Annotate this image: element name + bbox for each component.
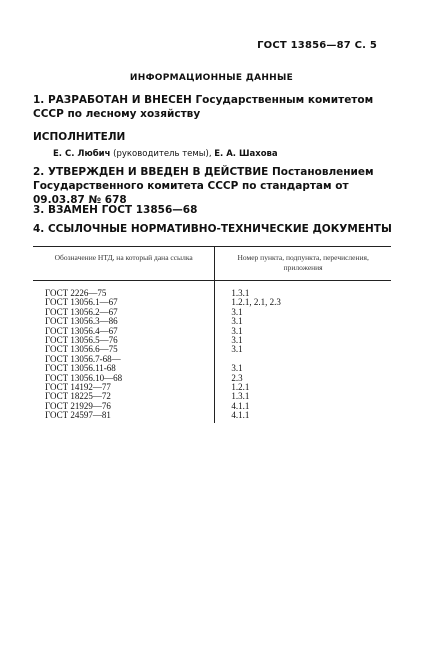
col-header-document: Обозначение НТД, на который дана ссылка <box>33 247 215 281</box>
table-body <box>33 281 391 423</box>
cell-point: 1.2.1 <box>231 382 250 393</box>
reference-table <box>33 246 391 423</box>
cell-document: ГОСТ 13056.11-68 <box>33 364 215 373</box>
performers-heading: ИСПОЛНИТЕЛИ <box>33 131 126 143</box>
cell-point: 4.1.1 <box>231 410 250 421</box>
cell-point: 4.1.1 <box>231 400 250 411</box>
section-4: 4. ССЫЛОЧНЫЕ НОРМАТИВНО-ТЕХНИЧЕСКИЕ ДОКУМЕНТЫ <box>33 223 392 235</box>
cell-point: 3.1 <box>231 316 243 327</box>
section-1-text: Государственным комитетом СССР по лесному хозяйству <box>33 94 374 120</box>
cell-point: 1.2.1, 2.1, 2.3 <box>231 297 281 308</box>
performer-name-2: Е. А. Шахова <box>214 149 278 159</box>
section-2 <box>33 165 403 207</box>
cell-point: 3.1 <box>231 325 243 336</box>
cell-document: ГОСТ 13056.1—67 <box>33 298 215 307</box>
table-row <box>33 281 391 299</box>
section-2-text: Постановлением Государственного комитета СССР по стандартам от 09.03.87 № 678 <box>33 166 374 206</box>
cell-point: 2.3 <box>231 372 243 383</box>
section-3: 3. ВЗАМЕН ГОСТ 13856—68 <box>33 204 198 216</box>
page-header: ГОСТ 13856—87 С. 5 <box>257 40 377 51</box>
cell-document: ГОСТ 18225—72 <box>33 392 215 401</box>
cell-point: 3.1 <box>231 306 243 317</box>
section-1 <box>33 93 403 121</box>
info-title: ИНФОРМАЦИОННЫЕ ДАННЫЕ <box>129 73 294 83</box>
section-2-heading: 2. УТВЕРЖДЕН И ВВЕДЕН В ДЕЙСТВИЕ <box>33 166 269 178</box>
cell-document: ГОСТ 13056.3—86 <box>33 317 215 326</box>
cell-point: 1.3.1 <box>231 288 250 298</box>
cell-document: ГОСТ 13056.2—67 <box>33 308 215 317</box>
cell-point: 1.3.1 <box>231 391 250 402</box>
cell-point: 3.1 <box>231 335 243 346</box>
cell-document: ГОСТ 21929—76 <box>33 402 215 411</box>
cell-document: ГОСТ 2226—75 <box>33 281 215 299</box>
cell-document: ГОСТ 24597—81 <box>33 411 215 422</box>
col-header-point: Номер пункта, подпункта, перечисления, приложения <box>215 247 391 281</box>
performers-list <box>53 148 393 160</box>
cell-document: ГОСТ 13056.5—76 <box>33 336 215 345</box>
cell-point: 3.1 <box>231 344 243 355</box>
performer-role-1: (руководитель темы), <box>110 149 215 159</box>
cell-document: ГОСТ 14192—77 <box>33 383 215 392</box>
cell-document: ГОСТ 13056.7-68— <box>33 355 215 364</box>
cell-document: ГОСТ 13056.4—67 <box>33 327 215 336</box>
cell-point: 3.1 <box>231 363 243 374</box>
performer-name-1: Е. С. Любич <box>53 149 111 159</box>
table-header-row <box>33 247 391 281</box>
cell-document: ГОСТ 13056.6—75 <box>33 345 215 354</box>
section-1-heading: 1. РАЗРАБОТАН И ВНЕСЕН <box>33 94 192 106</box>
table-row <box>33 411 391 422</box>
cell-document: ГОСТ 13056.10—68 <box>33 374 215 383</box>
